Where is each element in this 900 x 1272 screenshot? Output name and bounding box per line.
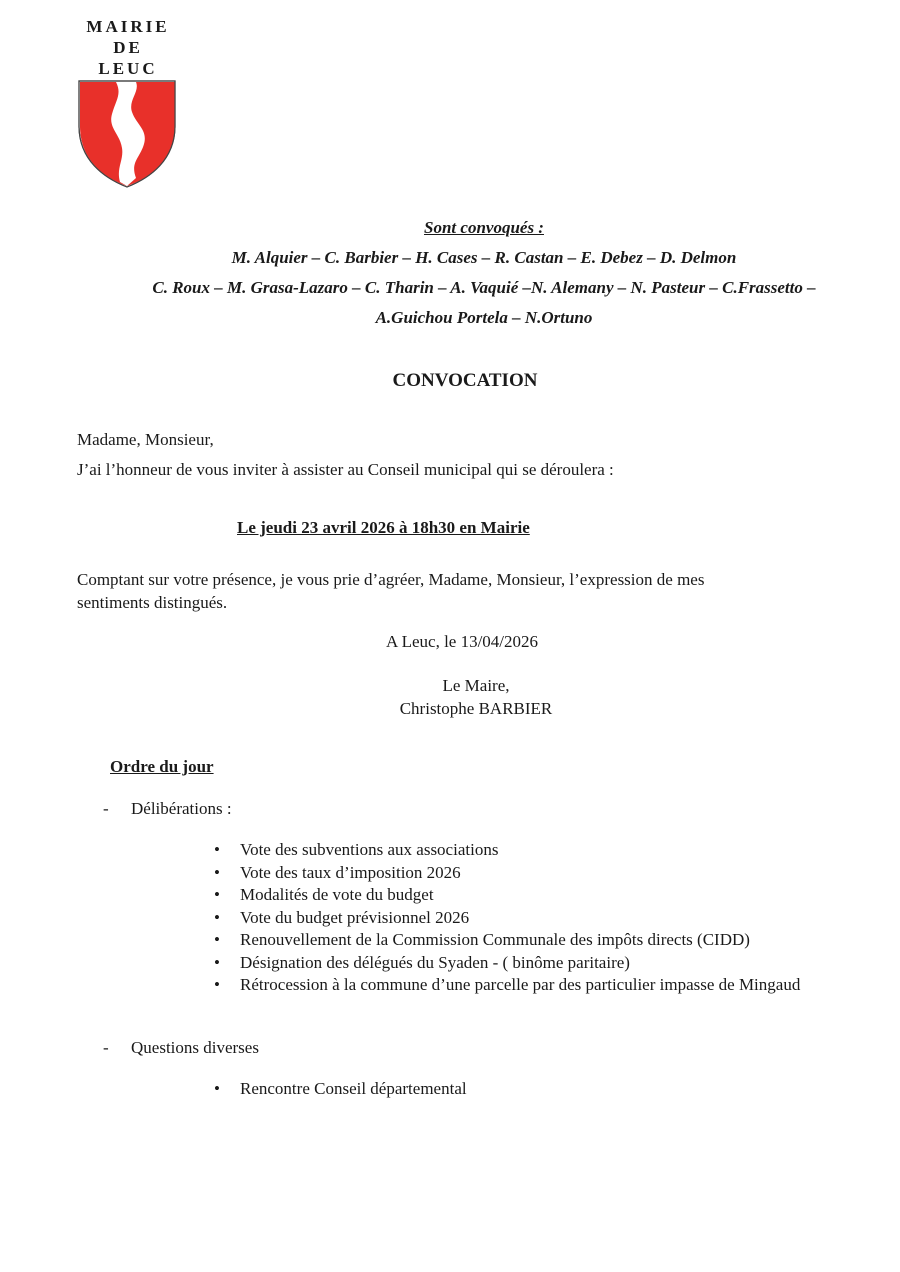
deliberations-list — [210, 839, 890, 997]
mairie-line-2: DE — [113, 38, 143, 57]
convoques-line-3: A.Guichou Portela – N.Ortuno — [375, 308, 593, 327]
signer-title: Le Maire, — [442, 676, 510, 695]
section-label: Questions diverses — [131, 1038, 259, 1057]
bullet-icon: • — [214, 907, 220, 927]
bullet-icon: • — [214, 840, 220, 859]
convoques-block — [80, 213, 888, 333]
list-item: • Renouvellement de la Commission Communale des impôts directs (CIDD) — [210, 929, 890, 952]
agenda-section-deliberations — [103, 797, 232, 820]
list-item: • Vote du budget prévisionnel 2026 — [210, 907, 890, 930]
bullet-icon: • — [214, 952, 220, 972]
mairie-line-1: MAIRIE — [86, 17, 170, 36]
dash-marker: - — [103, 1038, 109, 1057]
agenda-heading: Ordre du jour — [110, 757, 214, 776]
meeting-date: Le jeudi 23 avril 2026 à 18h30 en Mairie — [237, 518, 530, 537]
signer-name: Christophe BARBIER — [399, 699, 553, 718]
coat-of-arms-icon — [78, 80, 176, 188]
convoques-heading: Sont convoqués : — [424, 218, 544, 237]
bullet-icon: • — [214, 930, 220, 949]
salutation: Madame, Monsieur, — [77, 430, 214, 449]
list-item: • Désignation des délégués du Syaden - ( binôme paritaire) — [210, 952, 890, 975]
mairie-line-3: LEUC — [98, 59, 158, 78]
bullet-icon: • — [214, 885, 220, 904]
place-date: A Leuc, le 13/04/2026 — [386, 632, 539, 651]
list-item: • Rétrocession à la commune d’une parcelle par des particulier impasse de Mingaud — [210, 974, 890, 997]
convoques-line-1: M. Alquier – C. Barbier – H. Cases – R. Castan – E. Debez – D. Delmon — [231, 248, 737, 267]
document-title: CONVOCATION — [392, 370, 538, 391]
mairie-heading — [72, 16, 184, 79]
list-item: • Modalités de vote du budget — [210, 884, 890, 907]
bullet-icon: • — [214, 975, 220, 994]
section-label: Délibérations : — [131, 799, 232, 818]
convoques-line-2: C. Roux – M. Grasa-Lazaro – C. Tharin – A. Vaquié –N. Alemany – N. Pasteur – C.Frassetto – — [152, 278, 816, 297]
invitation-text: J’ai l’honneur de vous inviter à assister au Conseil municipal qui se déroulera : — [77, 460, 614, 479]
dash-marker: - — [103, 799, 109, 818]
list-item: • Rencontre Conseil départemental — [210, 1078, 890, 1101]
bullet-icon: • — [214, 862, 220, 882]
agenda-section-questions — [103, 1036, 259, 1059]
closing-text: Comptant sur votre présence, je vous prie d’agréer, Madame, Monsieur, l’expression de mes sentiments distingués. — [77, 570, 705, 612]
questions-list — [210, 1078, 890, 1101]
signature-block — [386, 674, 566, 720]
list-item: • Vote des subventions aux associations — [210, 839, 890, 862]
list-item: • Vote des taux d’imposition 2026 — [210, 862, 890, 885]
bullet-icon: • — [214, 1079, 220, 1098]
